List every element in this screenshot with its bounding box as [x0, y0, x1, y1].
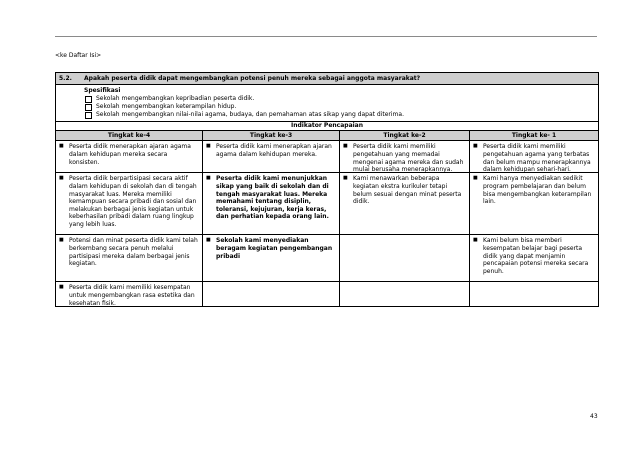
bullet-icon: ■ — [206, 175, 211, 182]
bullet-icon: ■ — [59, 237, 64, 244]
bullet-icon: ■ — [59, 175, 64, 182]
cell-text: Kami menawarkan beberapa kegiatan ekstra kurikuler tetapi belum sesuai dengan minat peserta didik. — [353, 175, 462, 206]
table-cell — [56, 282, 203, 306]
table-cell — [340, 173, 470, 235]
cell-text: Kami hanya menyediakan sedikit program pembelajaran dan belum bisa mengembangkan keterampilan lain. — [483, 175, 592, 206]
column-header-level-1: Tingkat ke- 1 — [470, 131, 598, 141]
table-cell — [203, 235, 340, 282]
bullet-icon: ■ — [59, 143, 64, 150]
back-to-contents-link[interactable]: <ke Daftar Isi> — [55, 52, 102, 59]
table-cell-empty — [340, 235, 470, 282]
table-cell — [470, 235, 598, 282]
cell-text: Peserta didik kami memiliki pengetahuan agama yang terbatas dan belum mampu menerapkannya dalam kehidupan sehari-hari. — [483, 143, 591, 174]
checkbox-icon — [85, 112, 92, 119]
indicator-title: Indikator Pencapaian — [56, 122, 598, 131]
bullet-icon: ■ — [473, 143, 478, 150]
table-cell — [56, 173, 203, 235]
bullet-icon: ■ — [473, 175, 478, 182]
specification-item — [84, 95, 594, 103]
specification-item — [84, 111, 594, 119]
bullet-icon: ■ — [343, 143, 348, 150]
table-cell — [56, 141, 203, 173]
question-header — [56, 73, 598, 85]
question-number: 5.2. — [59, 75, 72, 82]
cell-text: Peserta didik berpartisipasi secara aktif dalam kehidupan di sekolah dan di tengah masyarakat luas. Mereka memiliki kemampuan secara pribadi dan sosial dan melakukan berbagai jenis kegiatan untuk keberhasilan pribadi dalam ruang lingkup yang lebih luas. — [69, 175, 197, 229]
cell-text: Peserta didik kami menerapkan ajaran agama dalam kehidupan mereka. — [216, 143, 332, 159]
column-header-level-4: Tingkat ke-4 — [56, 131, 203, 141]
table-cell — [203, 141, 340, 173]
table-cell-empty — [470, 282, 598, 306]
column-header-level-2: Tingkat ke-2 — [340, 131, 470, 141]
specification-item — [84, 103, 594, 111]
bullet-icon: ■ — [473, 237, 478, 244]
specification-item-text: Sekolah mengembangkan keterampilan hidup. — [96, 102, 237, 110]
column-header-level-3: Tingkat ke-3 — [203, 131, 340, 141]
cell-text: Peserta didik kami memiliki kesempatan untuk mengembangkan rasa estetika dan kesehatan fisik. — [69, 284, 195, 307]
cell-text: Peserta didik kami memiliki pengetahuan yang memadai mengenai agama mereka dan sudah mulai berusaha menerapkannya. — [353, 143, 464, 174]
cell-text: Potensi dan minat peserta didik kami telah berkembang secara penuh melalui partisipasi mereka dalam berbagai jenis kegiatan. — [69, 237, 198, 268]
table-cell-empty — [203, 282, 340, 306]
table-cell — [56, 235, 203, 282]
specification-title: Spesifikasi — [84, 87, 121, 94]
bullet-icon: ■ — [206, 237, 211, 244]
table-cell — [203, 173, 340, 235]
checkbox-icon — [85, 96, 92, 103]
specification-item-text: Sekolah mengembangkan kepribadian peserta didik. — [96, 94, 255, 102]
bullet-icon: ■ — [59, 284, 64, 291]
indicator-table — [55, 72, 599, 307]
cell-text: Sekolah kami menyediakan beragam kegiatan pengembangan pribadi — [216, 237, 333, 260]
cell-text: Kami belum bisa memberi kesempatan belajar bagi peserta didik yang dapat menjamin pencapaian potensi mereka secara penuh. — [483, 237, 589, 275]
question-text: Apakah peserta didik dapat mengembangkan potensi penuh mereka sebagai anggota masyarakat? — [84, 75, 421, 82]
checkbox-icon — [85, 104, 92, 111]
table-cell — [340, 141, 470, 173]
bullet-icon: ■ — [343, 175, 348, 182]
level-grid — [56, 131, 598, 306]
header-rule — [55, 36, 597, 37]
bullet-icon: ■ — [206, 143, 211, 150]
table-cell — [470, 173, 598, 235]
specification-section — [56, 85, 598, 122]
cell-text: Peserta didik kami menunjukkan sikap yang baik di sekolah dan di tengah masyarakat luas. Mereka memahami tentang disiplin, toleransi, kejujuran, kerja keras, dan perhatian kepada orang lain. — [216, 175, 329, 221]
table-cell — [470, 141, 598, 173]
cell-text: Peserta didik menerapkan ajaran agama dalam kehidupan mereka secara konsisten. — [69, 143, 191, 166]
specification-item-text: Sekolah mengembangkan nilai-nilai agama, budaya, dan pemahaman atas sikap yang dapat diterima. — [96, 111, 404, 119]
table-cell-empty — [340, 282, 470, 306]
page-number: 43 — [590, 413, 598, 420]
